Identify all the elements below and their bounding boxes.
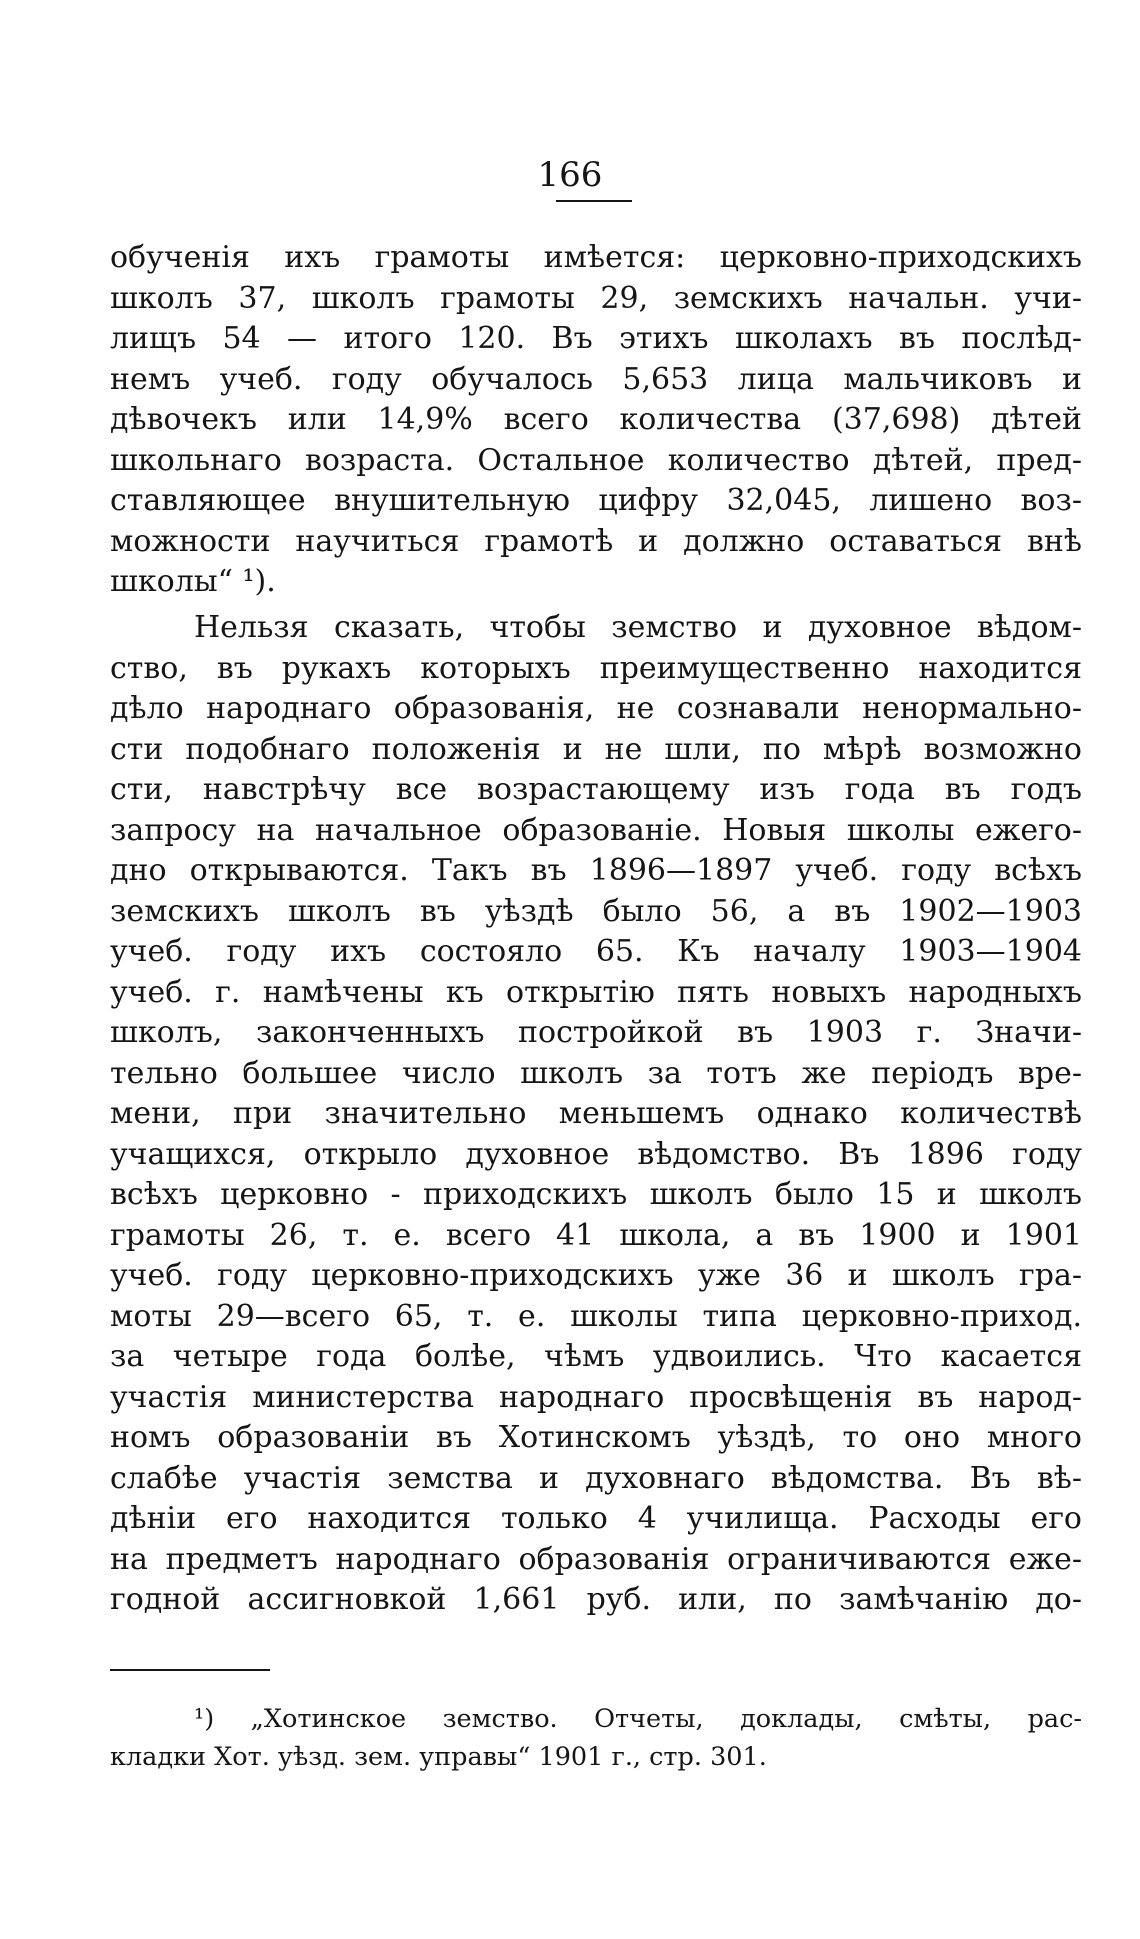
text-line: на предметъ народнаго образованія ограничиваются еже-: [110, 1541, 1082, 1577]
text-line: учащихся, открыло духовное вѣдомство. Въ 1896 году: [110, 1136, 1082, 1172]
footnote-separator: [110, 1669, 270, 1671]
footnote-line: кладки Хот. уѣзд. зем. управы“ 1901 г., стр. 301.: [110, 1742, 767, 1772]
text-line: всѣхъ церковно - приходскихъ школъ было 15 и школъ: [110, 1177, 1082, 1212]
text-line: тельно большее число школъ за тотъ же періодъ вре-: [110, 1055, 1082, 1091]
page-number: 166: [537, 155, 603, 195]
text-line: учеб. году церковно-приходскихъ уже 36 и школъ гра-: [110, 1258, 1082, 1293]
text-line: годной ассигновкой 1,661 руб. или, по замѣчанію до-: [110, 1582, 1082, 1617]
text-line: обученія ихъ грамоты имѣется: церковно-приходскихъ: [110, 240, 1082, 275]
text-line: сти подобнаго положенія и не шли, по мѣрѣ возможно: [110, 731, 1082, 767]
text-line: учеб. году ихъ состояло 65. Къ началу 1903—1904: [110, 934, 1082, 969]
paragraph-2: [110, 608, 1082, 1621]
footnote: [110, 1700, 1082, 1776]
text-line: школы“ ¹).: [110, 564, 276, 599]
text-line: сти, навстрѣчу все возрастающему изъ года въ годъ: [110, 772, 1082, 807]
text-line: дѣло народнаго образованія, не сознавали ненормально-: [110, 691, 1082, 726]
text-line: дѣвочекъ или 14,9% всего количества (37,698) дѣтей: [110, 402, 1082, 437]
page-number-underline: [556, 200, 632, 202]
text-line: номъ образованіи въ Хотинскомъ уѣздѣ, то оно много: [110, 1420, 1082, 1455]
text-line: ство, въ рукахъ которыхъ преимущественно находится: [110, 650, 1082, 686]
text-line: дѣніи его находится только 4 училища. Расходы его: [110, 1501, 1082, 1536]
text-line: за четыре года болѣе, чѣмъ удвоились. Что касается: [110, 1339, 1082, 1374]
text-line: лищъ 54 — итого 120. Въ этихъ школахъ въ послѣд-: [110, 321, 1082, 356]
text-line: ставляющее внушительную цифру 32,045, лишено воз-: [110, 483, 1082, 518]
text-line: грамоты 26, т. е. всего 41 школа, а въ 1900 и 1901: [110, 1217, 1082, 1253]
text-line: моты 29—всего 65, т. е. школы типа церковно-приход.: [110, 1298, 1082, 1334]
footnote-line: ¹) „Хотинское земство. Отчеты, доклады, смѣты, рас-: [194, 1704, 1082, 1734]
text-line: участія министерства народнаго просвѣщенія въ народ-: [110, 1379, 1082, 1415]
text-line: слабѣе участія земства и духовнаго вѣдомства. Въ вѣ-: [110, 1460, 1082, 1496]
text-line: немъ учеб. году обучалось 5,653 лица мальчиковъ и: [110, 361, 1082, 397]
text-line: Нельзя сказать, чтобы земство и духовное вѣдом-: [194, 610, 1082, 645]
text-line: дно открываются. Такъ въ 1896—1897 учеб. году всѣхъ: [110, 853, 1082, 888]
text-line: земскихъ школъ въ уѣздѣ было 56, а въ 1902—1903: [110, 893, 1082, 929]
text-line: запросу на начальное образованіе. Новыя школы ежего-: [110, 812, 1082, 848]
text-line: школьнаго возраста. Остальное количество дѣтей, пред-: [110, 442, 1082, 478]
text-line: можности научиться грамотѣ и должно оставаться внѣ: [110, 523, 1082, 559]
text-line: мени, при значительно меньшемъ однако количествѣ: [110, 1096, 1082, 1131]
text-line: школъ, законченныхъ постройкой въ 1903 г. Значи-: [110, 1015, 1082, 1050]
paragraph-1: [110, 238, 1082, 603]
text-line: школъ 37, школъ грамоты 29, земскихъ начальн. учи-: [110, 280, 1082, 316]
text-line: учеб. г. намѣчены къ открытію пять новыхъ народныхъ: [110, 974, 1082, 1010]
